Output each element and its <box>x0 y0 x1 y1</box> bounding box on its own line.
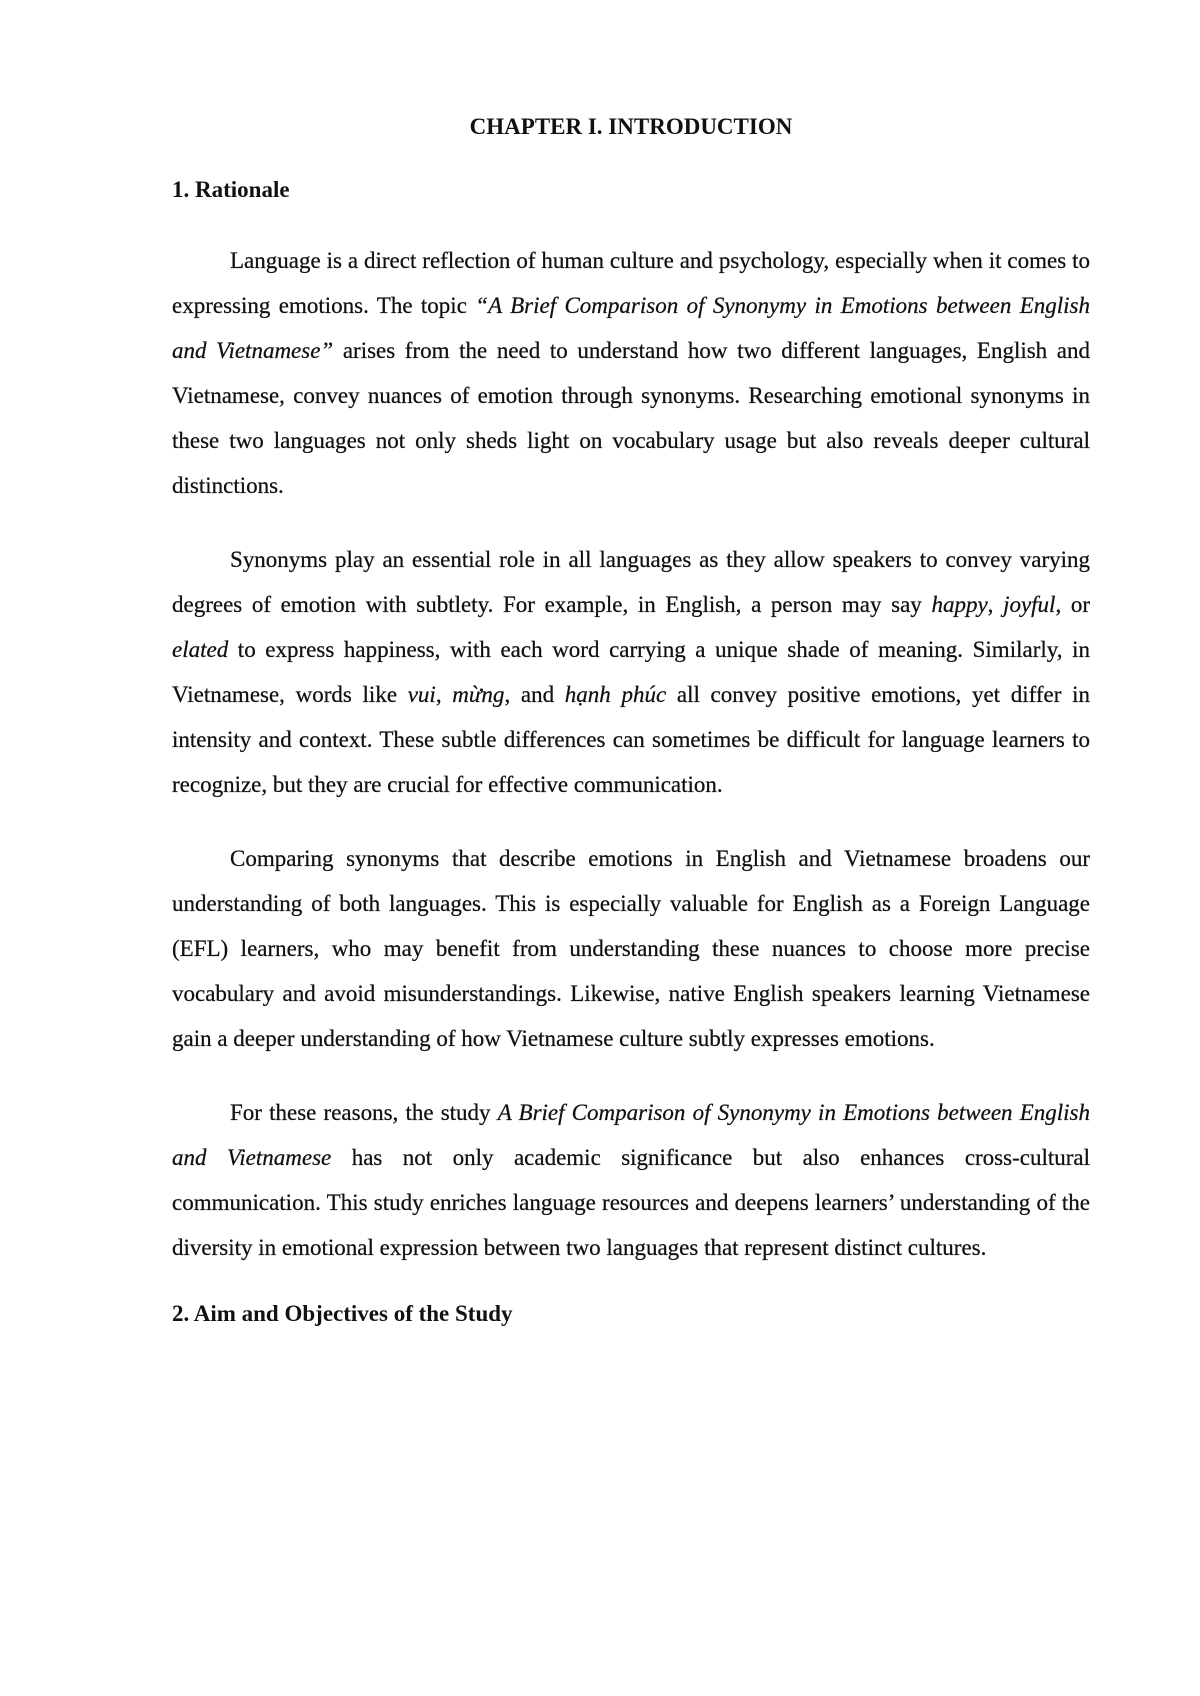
section-heading-aim-objectives: 2. Aim and Objectives of the Study <box>172 1301 513 1326</box>
example-word-italic: elated <box>172 637 229 662</box>
text-run: For these reasons, the study <box>230 1100 498 1125</box>
study-title-italic: A Brief Comparison of Synonymy in Emotions between English and Vietnamese <box>172 1100 1090 1170</box>
paragraph-rationale-4 <box>172 1090 1090 1270</box>
text-run: arises from the need to understand how two different languages, English and Vietnamese, convey nuances of emotion through synonyms. Researching emotional synonyms in these two languages not only sheds light on vocabulary usage but also reveals deeper cultural distinctions. <box>172 338 1090 498</box>
paragraph-rationale-2 <box>172 537 1090 807</box>
text-run: all convey positive emotions, yet differ in intensity and context. These subtle differences can sometimes be difficult for language learners to recognize, but they are crucial for effective communication. <box>172 682 1090 797</box>
text-run: , <box>435 682 453 707</box>
example-word-italic: joyful <box>1003 592 1056 617</box>
text-run: , and <box>504 682 565 707</box>
text-run: has not only academic significance but also enhances cross-cultural communication. This study enriches language resources and deepens learners’ understanding of the diversity in emotional expression between two languages that represent distinct cultures. <box>172 1145 1090 1260</box>
topic-title-italic: “A Brief Comparison of Synonymy in Emotions between English and Vietnamese” <box>172 293 1091 363</box>
text-run: Synonyms play an essential role in all languages as they allow speakers to convey varying degrees of emotion with subtlety. For example, in English, a person may say <box>172 547 1090 617</box>
example-word-italic: hạnh phúc <box>564 682 667 707</box>
chapter-title: CHAPTER I. INTRODUCTION <box>469 114 793 139</box>
paragraph-rationale-3: Comparing synonyms that describe emotions in English and Vietnamese broadens our understanding of both languages. This is especially valuable for English as a Foreign Language (EFL) learners, who may benefit from understanding these nuances to choose more precise vocabulary and avoid misunderstandings. Likewise, native English speakers learning Vietnamese gain a deeper understanding of how Vietnamese culture subtly expresses emotions. <box>172 846 1090 1051</box>
text-run: Language is a direct reflection of human culture and psychology, especially when it comes to expressing emotions. The topic <box>172 248 1090 318</box>
paragraph-rationale-1 <box>172 238 1090 508</box>
text-run: , <box>987 592 1004 617</box>
example-word-italic: mừng <box>452 682 505 707</box>
example-word-italic: happy <box>931 592 988 617</box>
section-heading-rationale: 1. Rationale <box>172 177 290 202</box>
text-run: , or <box>1055 592 1091 617</box>
page-content <box>172 112 1090 1362</box>
text-run: to express happiness, with each word carrying a unique shade of meaning. Similarly, in Vietnamese, words like <box>172 637 1090 707</box>
example-word-italic: vui <box>407 682 436 707</box>
